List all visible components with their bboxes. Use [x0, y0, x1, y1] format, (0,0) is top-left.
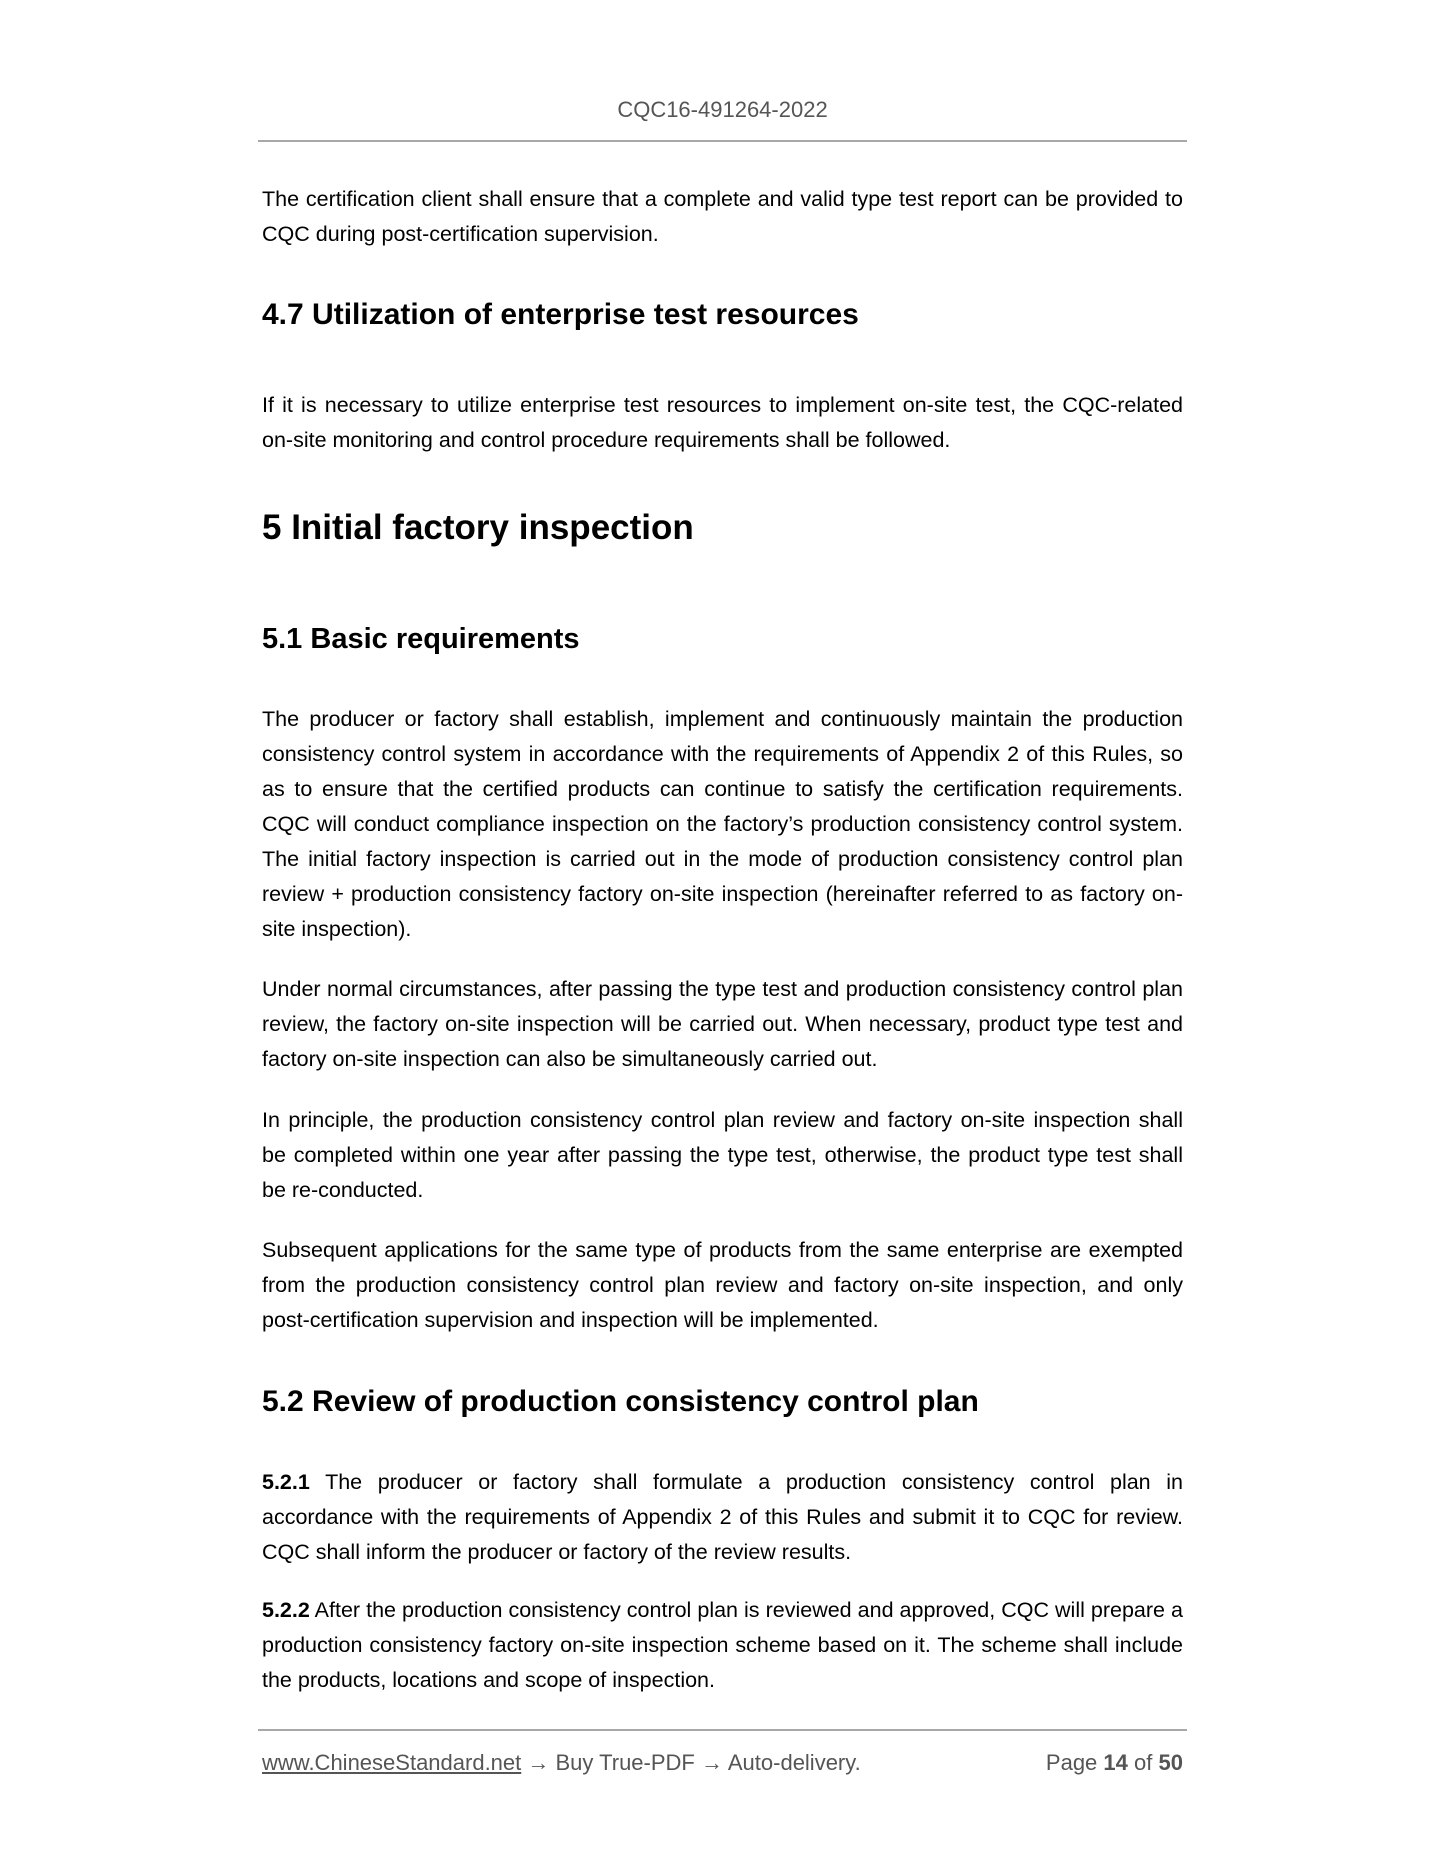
clause-text: The producer or factory shall formulate a production consistency control plan in accordance with the requirements of Appendix 2 of this Rules and submit it to CQC for review. CQC shall inform the producer or factory of the review results.: [262, 1470, 1183, 1564]
page-label: Page: [1045, 1750, 1098, 1775]
page-indicator: [1046, 1750, 1183, 1776]
heading-5-1: 5.1 Basic requirements: [262, 623, 580, 655]
page-of: of: [1134, 1750, 1153, 1775]
website-link[interactable]: www.ChineseStandard.net: [262, 1750, 522, 1775]
clause-5-2-2: [262, 1593, 1183, 1698]
footer-promo: [262, 1750, 861, 1776]
document-id-header: CQC16-491264-2022: [617, 97, 828, 122]
paragraph-5-1-a: The producer or factory shall establish, implement and continuously maintain the production consistency control system in accordance with the requirements of Appendix 2 of this Rules, so as to ensure that the certified products can continue to satisfy the certification requirements. CQC will conduct compliance inspection on the factory’s production consistency control system. The initial factory inspection is carried out in the mode of production consistency control plan review + production consistency factory on-site inspection (hereinafter referred to as factory on-site inspection).: [262, 707, 1183, 941]
heading-4-7: 4.7 Utilization of enterprise test resources: [262, 298, 859, 331]
page-total: 50: [1158, 1750, 1183, 1775]
footer-divider: [258, 1729, 1187, 1731]
page-current: 14: [1103, 1750, 1128, 1775]
page-footer: [262, 1750, 1183, 1776]
paragraph-5-1-c: In principle, the production consistency control plan review and factory on-site inspection shall be completed within one year after passing the type test, otherwise, the product type test shall be re-conducted.: [262, 1108, 1183, 1202]
header-divider: [258, 140, 1187, 142]
intro-paragraph: The certification client shall ensure that a complete and valid type test report can be provided to CQC during post-certification supervision.: [262, 187, 1183, 246]
heading-5: 5 Initial factory inspection: [262, 508, 694, 547]
heading-5-2: 5.2 Review of production consistency control plan: [262, 1385, 979, 1418]
clause-number: 5.2.2: [262, 1598, 310, 1622]
clause-number: 5.2.1: [262, 1470, 310, 1494]
paragraph-5-1-b: Under normal circumstances, after passing the type test and production consistency control plan review, the factory on-site inspection will be carried out. When necessary, product type test and factory on-site inspection can also be simultaneously carried out.: [262, 977, 1183, 1071]
paragraph-5-1-d: Subsequent applications for the same type of products from the same enterprise are exempted from the production consistency control plan review and factory on-site inspection, and only post-certification supervision and inspection will be implemented.: [262, 1238, 1183, 1332]
clause-text: After the production consistency control plan is reviewed and approved, CQC will prepare a production consistency factory on-site inspection scheme based on it. The scheme shall include the products, locations and scope of inspection.: [262, 1598, 1183, 1692]
clause-5-2-1: [262, 1465, 1183, 1570]
promo-text: → Buy True-PDF → Auto-delivery.: [521, 1750, 861, 1775]
paragraph-4-7: If it is necessary to utilize enterprise test resources to implement on-site test, the CQC-related on-site monitoring and control procedure requirements shall be followed.: [262, 393, 1183, 452]
